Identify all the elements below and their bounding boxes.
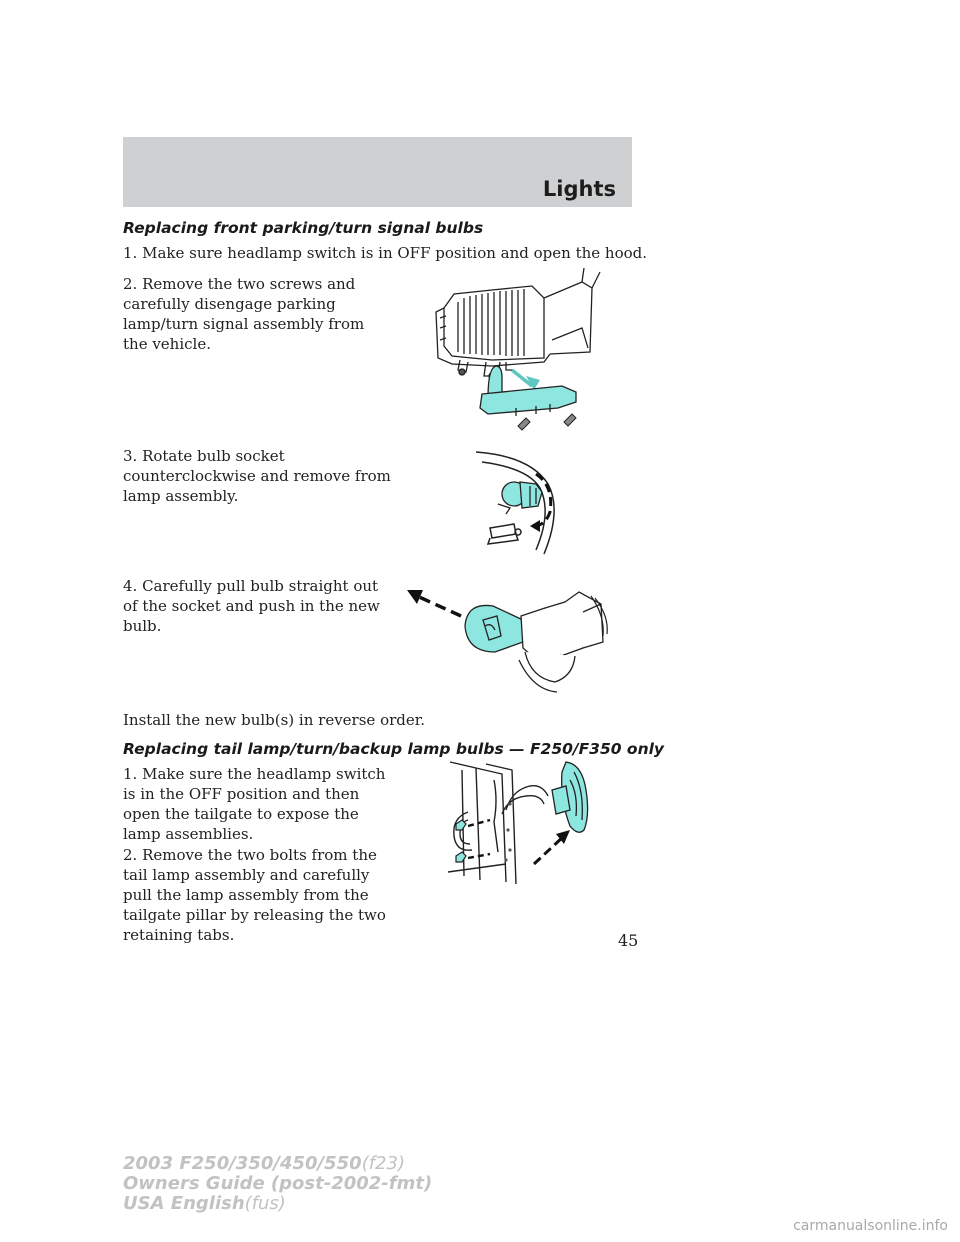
front-step-4: 4. Carefully pull bulb straight out of the socket and push in the new bulb. [123,577,380,635]
bulb-replacement-illustration [405,586,615,698]
footer-language-line: USA English(fus) [123,1193,286,1214]
site-watermark: carmanualsonline.info [793,1218,948,1234]
front-step-1: 1. Make sure headlamp switch is in OFF position and open the hood. [123,244,648,262]
tail-step-1: 1. Make sure the headlamp switch is in the OFF position and then open the tailgate to expose the lamp assemblies. [123,765,386,843]
socket-rotation-illustration [470,446,570,558]
front-bulb-heading: Replacing front parking/turn signal bulbs [123,219,484,237]
footer-model-line: 2003 F250/350/450/550(f23) [123,1153,405,1174]
front-step-3: 3. Rotate bulb socket counterclockwise and remove from lamp assembly. [123,447,391,505]
page-number: 45 [618,931,639,950]
parking-lamp-removal-illustration [432,268,608,438]
front-step-2: 2. Remove the two screws and carefully disengage parking lamp/turn signal assembly from the vehicle. [123,275,365,353]
tail-lamp-heading: Replacing tail lamp/turn/backup lamp bulbs — F250/F350 only [123,740,665,758]
section-title: Lights [542,177,616,201]
install-instruction: Install the new bulb(s) in reverse order. [123,711,426,729]
footer-guide-line: Owners Guide (post-2002-fmt) [123,1173,433,1194]
section-header-band [123,137,632,207]
tail-lamp-removal-illustration [446,760,592,886]
document-footer [123,1154,432,1214]
tail-step-2: 2. Remove the two bolts from the tail lamp assembly and carefully pull the lamp assembly from the tailgate pillar by releasing the two retaining tabs. [123,846,386,944]
